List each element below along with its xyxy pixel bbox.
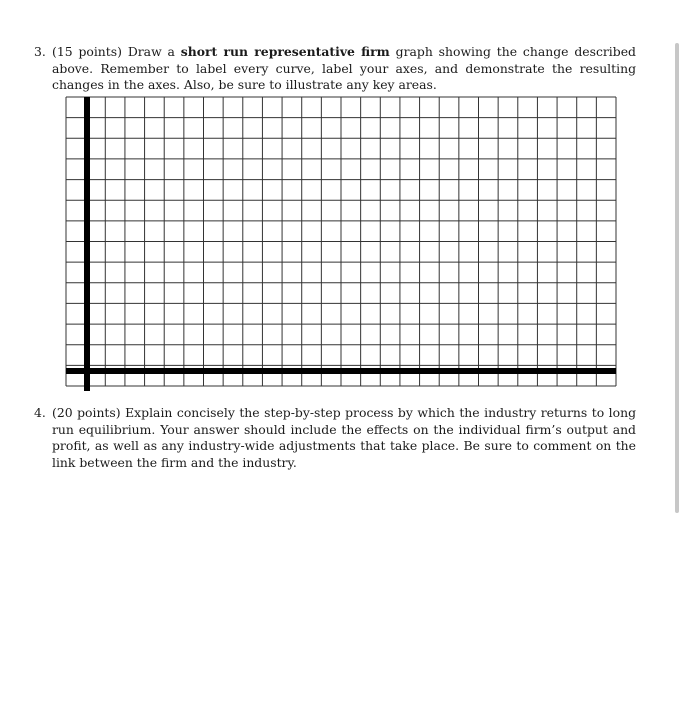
question-3-prompt-end: graph showing the change described above. Remember to label every curve, label your axes, and demonstrate the resulting changes in the axes. Also, be sure to illustrate any key areas.: [52, 44, 636, 92]
question-4-text: [52, 405, 636, 471]
question-4-prompt: Explain concisely the step-by-step process by which the industry returns to long run equilibrium. Your answer should include the effects on the individual firm’s output and profit, as well as any industry-wide adjustments that take place. Be sure to comment on the link between the firm and the industry.: [52, 405, 636, 470]
question-4: [34, 405, 636, 471]
question-3-number: 3.: [34, 44, 46, 59]
scrollbar[interactable]: [675, 43, 679, 513]
question-3-prompt-start: Draw a: [127, 44, 175, 59]
question-4-points: (20 points): [52, 405, 121, 420]
question-3-points: (15 points): [52, 44, 122, 59]
question-4-number: 4.: [34, 405, 46, 420]
question-3: [34, 44, 636, 94]
question-3-text: [52, 44, 636, 94]
question-3-bold-phrase: short run representative firm: [180, 44, 390, 59]
